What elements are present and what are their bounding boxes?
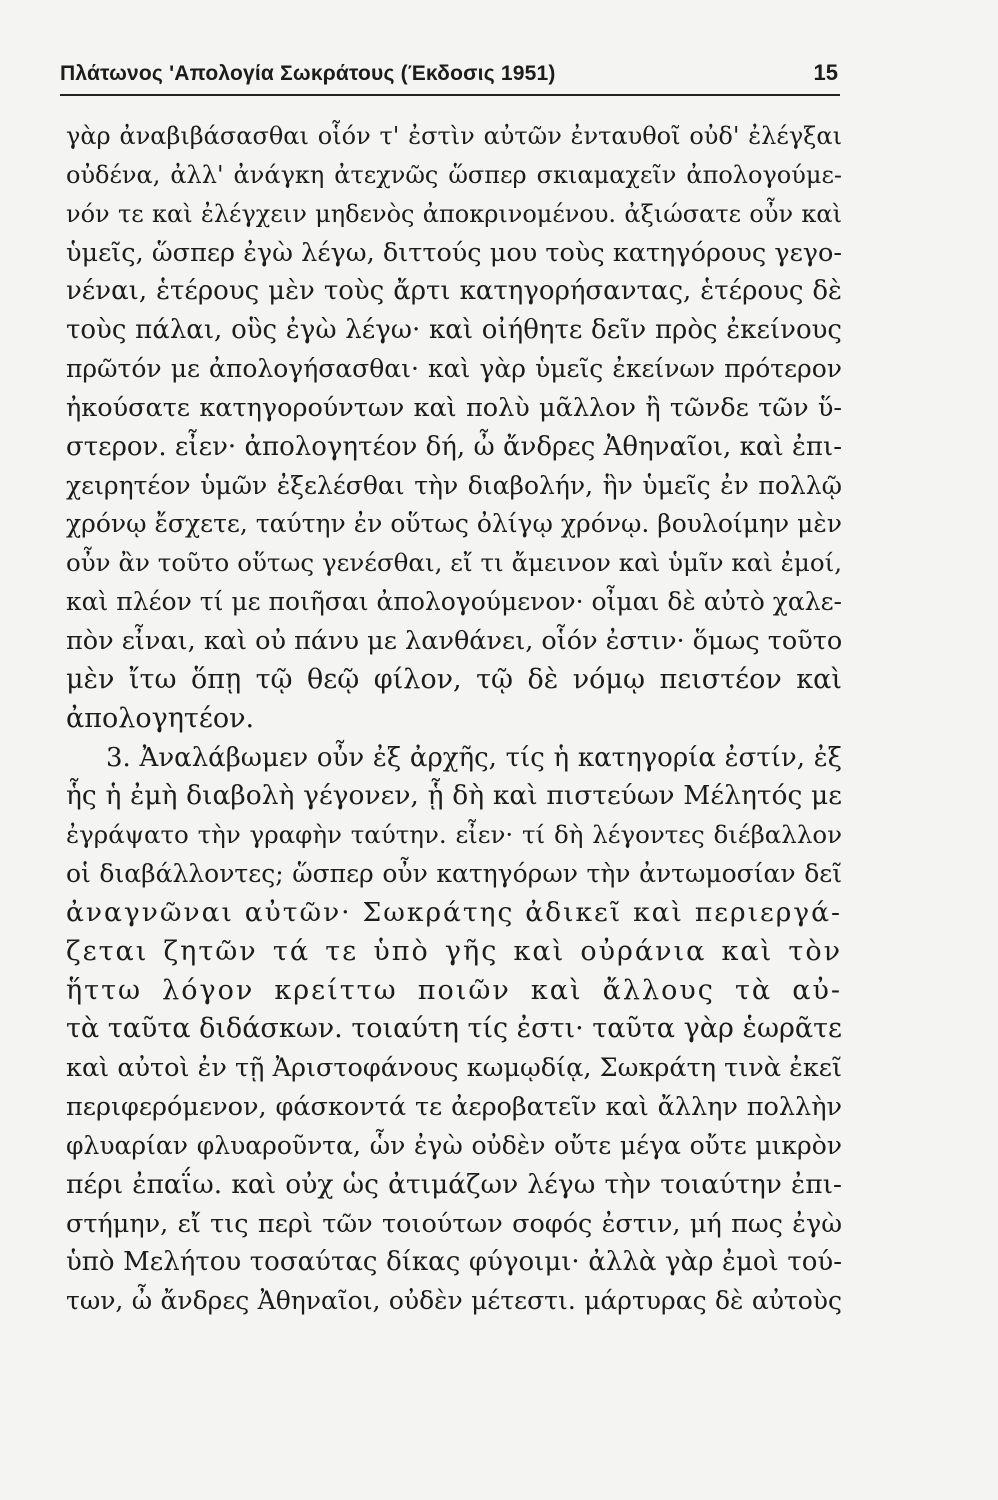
text-line: γὰρ ἀναβιβάσασθαι οἷόν τ' ἐστὶν αὐτῶν ἐνταυθοῖ οὐδ' ἐλέγξαι <box>66 122 842 150</box>
paragraph-end-line: ἀπολογητέον. <box>66 702 255 734</box>
text-line: χειρητέον ὑμῶν ἐξελέσθαι τὴν διαβολήν, ἣν ὑμεῖς ἐν πολλῷ <box>66 470 842 500</box>
text-line: πρῶτόν με ἀπολογήσασθαι· καὶ γὰρ ὑμεῖς ἐκείνων πρότερον <box>66 354 842 384</box>
text-line: ἠκούσατε κατηγορούντων καὶ πολὺ μᾶλλον ἢ τῶνδε τῶν ὕ- <box>66 392 842 423</box>
text-line: των, ὦ ἄνδρες Ἀθηναῖοι, οὐδὲν μέτεστι. μάρτυρας δὲ αὐτοὺς <box>66 1286 842 1316</box>
body-text <box>66 117 842 1321</box>
text-line: οὐδένα, ἀλλ' ἀνάγκη ἀτεχνῶς ὥσπερ σκιαμαχεῖν ἀπολογούμε- <box>66 160 842 189</box>
text-line: ἧς ἡ ἐμὴ διαβολὴ γέγονεν, ᾗ δὴ καὶ πιστεύων Μέλητός με <box>66 780 842 812</box>
indictment-line: ἀναγνῶναι αὐτῶν· Σωκράτης ἀδικεῖ καὶ περιεργά- <box>66 896 842 928</box>
header-title: Πλάτωνος 'Απολογία Σωκράτους (Έκδοσις 1951) <box>60 62 556 85</box>
running-header <box>60 58 840 96</box>
section-3-first-line: 3. Ἀναλάβωμεν οὖν ἐξ ἀρχῆς, τίς ἡ κατηγορία ἐστίν, ἐξ <box>106 742 842 773</box>
text-line: ὑπὸ Μελήτου τοσαύτας δίκας φύγοιμι· ἀλλὰ γὰρ ἐμοὶ τού- <box>66 1247 842 1278</box>
text-line: νόν τε καὶ ἐλέγχειν μηδενὸς ἀποκρινομένου. ἀξιώσατε οὖν καὶ <box>66 199 842 228</box>
text-line: πέρι ἐπαΐω. καὶ οὐχ ὡς ἀτιμάζων λέγω τὴν τοιαύτην ἐπι- <box>66 1168 842 1200</box>
indictment-line: ζεται ζητῶν τά τε ὑπὸ γῆς καὶ οὐράνια καὶ τὸν <box>66 935 842 967</box>
indictment-line: ἥττω λόγον κρείττω ποιῶν καὶ ἄλλους τὰ αὐ- <box>66 974 842 1006</box>
text-line: ὑμεῖς, ὥσπερ ἐγὼ λέγω, διττούς μου τοὺς κατηγόρους γεγο- <box>66 237 842 268</box>
text-line: μὲν ἴτω ὅπῃ τῷ θεῷ φίλον, τῷ δὲ νόμῳ πειστέον καὶ <box>66 663 842 695</box>
text-line: νέναι, ἑτέρους μὲν τοὺς ἄρτι κατηγορήσαντας, ἑτέρους δὲ <box>66 276 842 307</box>
text-line: οὖν ἂν τοῦτο οὕτως γενέσθαι, εἴ τι ἄμεινον καὶ ὑμῖν καὶ ἐμοί, <box>66 548 842 578</box>
text-line: καὶ πλέον τί με ποιῆσαι ἀπολογούμενον· οἶμαι δὲ αὐτὸ χαλε- <box>66 587 842 617</box>
text-line: τὰ ταῦτα διδάσκων. τοιαύτη τίς ἐστι· ταῦτα γὰρ ἑωρᾶτε <box>66 1013 842 1045</box>
text-line: καὶ αὐτοὶ ἐν τῇ Ἀριστοφάνους κωμῳδίᾳ, Σωκράτη τινὰ ἐκεῖ <box>66 1053 842 1084</box>
text-line: χρόνῳ ἔσχετε, ταύτην ἐν οὕτως ὀλίγῳ χρόνῳ. βουλοίμην μὲν <box>66 509 842 539</box>
text-line: οἱ διαβάλλοντες; ὥσπερ οὖν κατηγόρων τὴν ἀντωμοσίαν δεῖ <box>66 859 842 889</box>
page-number: 15 <box>813 60 838 85</box>
text-line: στήμην, εἴ τις περὶ τῶν τοιούτων σοφός ἐστιν, μή πως ἐγὼ <box>66 1208 842 1239</box>
text-line: φλυαρίαν φλυαροῦντα, ὧν ἐγὼ οὐδὲν οὔτε μέγα οὔτε μικρὸν <box>66 1130 842 1160</box>
text-line: τοὺς πάλαι, οὓς ἐγὼ λέγω· καὶ οἰήθητε δεῖν πρὸς ἐκείνους <box>66 315 842 346</box>
text-line: πὸν εἶναι, καὶ οὐ πάνυ με λανθάνει, οἷόν ἐστιν· ὅμως τοῦτο <box>66 625 842 656</box>
text-line: στερον. εἶεν· ἀπολογητέον δή, ὦ ἄνδρες Ἀθηναῖοι, καὶ ἐπι- <box>66 431 842 462</box>
text-line: ἐγράψατο τὴν γραφὴν ταύτην. εἶεν· τί δὴ λέγοντες διέβαλλον <box>66 820 842 850</box>
text-line: περιφερόμενον, φάσκοντά τε ἀεροβατεῖν καὶ ἄλλην πολλὴν <box>66 1092 842 1123</box>
